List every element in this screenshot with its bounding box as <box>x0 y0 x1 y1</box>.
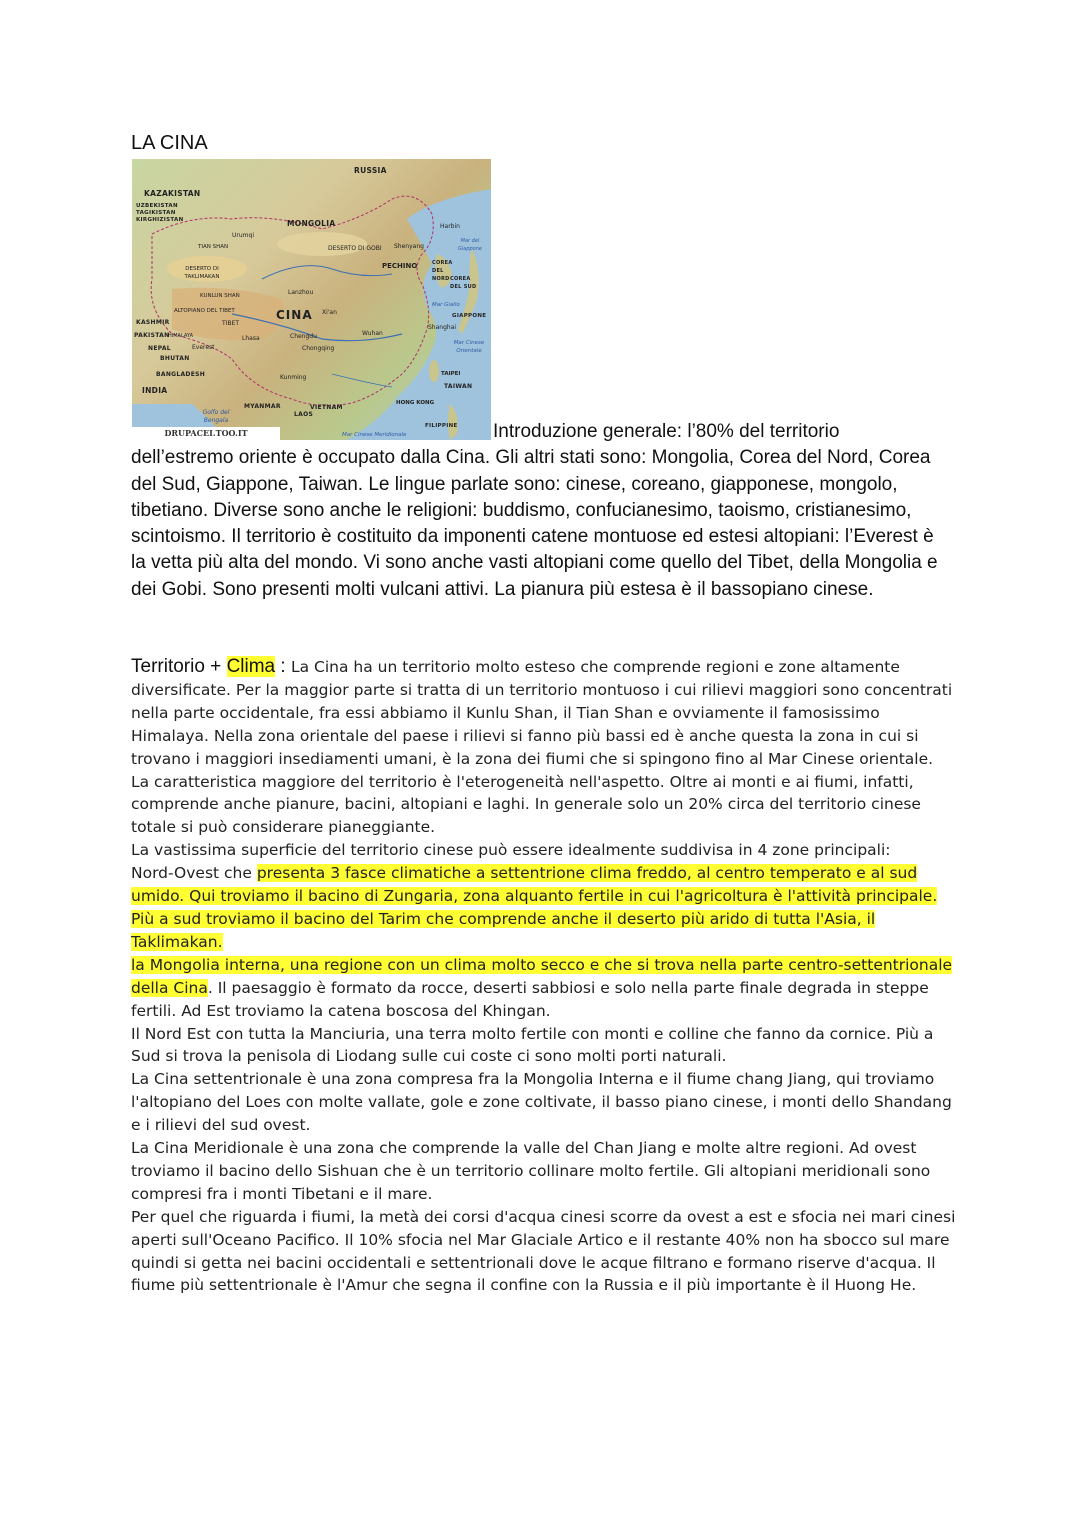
map-label-wuhan: Wuhan <box>362 330 383 337</box>
map-label-russia: RUSSIA <box>354 166 387 175</box>
map-label-altopiano-tibet: ALTOPIANO DEL TIBET <box>174 308 235 314</box>
paragraph-4-highlight: presenta 3 fasce climatiche a settentrione clima freddo, al centro temperato e al sud umido. Qui troviamo il bacino di Zungaria, zona alquanto fertile in cui l'agricoltura è l'attività principale. Più a sud troviamo il bacino del Tarim che comprende anche il deserto più arido di tutta l'Asia, il Taklimakan. <box>131 864 938 951</box>
map-label-bangladesh: BANGLADESH <box>156 371 206 378</box>
map-label-giappone: GIAPPONE <box>452 313 487 319</box>
map-label-taklimakan: DESERTO DI TAKLIMAKAN <box>184 266 220 280</box>
heading-separator: : <box>275 656 291 677</box>
map-label-mar-cinese-orientale: Mar Cinese Orientale <box>453 340 485 354</box>
map-label-pakistan: PAKISTAN <box>134 332 170 339</box>
map-label-golfo-bengala: Golfo del Bengala <box>202 409 230 424</box>
map-label-lhasa: Lhasa <box>242 335 260 342</box>
map-label-mar-giallo: Mar Giallo <box>432 302 460 308</box>
paragraph-4 <box>131 862 961 954</box>
map-label-chongqing: Chongqing <box>302 345 335 352</box>
map-label-pechino: PECHINO <box>382 262 418 270</box>
map-label-india: INDIA <box>142 386 168 395</box>
section-heading <box>131 656 291 677</box>
map-label-nepal: NEPAL <box>148 345 171 352</box>
map-credit: DRUPACEI.TOO.IT <box>132 427 280 440</box>
map-label-vietnam: VIETNAM <box>310 404 343 411</box>
territory-climate-section <box>131 656 961 1297</box>
map-label-tagikistan: TAGIKISTAN <box>136 210 176 216</box>
map-label-taipei: TAIPEI <box>441 371 461 377</box>
intro-lead: Introduzione generale: l’80% del territorio <box>493 421 840 442</box>
china-map-image <box>132 159 491 440</box>
paragraph-7: La Cina settentrionale è una zona compresa fra la Mongolia Interna e il fiume chang Jiang, qui troviamo l'altopiano del Loes con molte vallate, gole e zone coltivate, il basso piano cinese, i monti dello Shandang e i rilievi del sud ovest. <box>131 1070 952 1135</box>
map-label-tibet: TIBET <box>222 320 240 327</box>
map-label-filippine: FILIPPINE <box>425 423 458 429</box>
map-label-kashmir: KASHMIR <box>136 319 170 326</box>
heading-territorio: Territorio + <box>131 656 227 677</box>
paragraph-2: La caratteristica maggiore del territorio è l'eterogeneità nell'aspetto. Oltre ai monti e ai fiumi, infatti, comprende anche pianure, bacini, altopiani e laghi. In generale solo un 20% circa del territorio cinese totale si può considerare pianeggiante. <box>131 772 921 837</box>
map-label-xian: Xi'an <box>322 309 337 316</box>
map-label-mar-cinese-meridionale: Mar Cinese Meridionale <box>342 432 407 438</box>
map-label-gobi: DESERTO DI GOBI <box>328 245 382 252</box>
map-label-kazakistan: KAZAKISTAN <box>144 189 201 198</box>
map-label-kunming: Kunming <box>280 374 307 381</box>
heading-clima-highlight: Clima <box>226 656 276 677</box>
map-label-tian-shan: TIAN SHAN <box>198 244 229 250</box>
map-label-uzbekistan: UZBEKISTAN <box>136 203 178 209</box>
map-label-laos: LAOS <box>294 411 314 418</box>
paragraph-8: La Cina Meridionale è una zona che comprende la valle del Chan Jiang e molte altre regioni. Ad ovest troviamo il bacino dello Sishuan che è un territorio collinare molto fertile. Gli altopiani meridionali sono compresi fra i monti Tibetani e il mare. <box>131 1139 931 1203</box>
map-label-taiwan: TAIWAN <box>444 383 473 390</box>
paragraph-4-start: Nord-Ovest che <box>131 864 257 883</box>
paragraph-9: Per quel che riguarda i fiumi, la metà dei corsi d'acqua cinesi scorre da ovest a est e sfocia nei mari cinesi aperti sull'Oceano Pacifico. Il 10% sfocia nel Mar Glaciale Artico e il restante 40% non ha sbocco sul mare quindi si getta nei bacini occidentali e settentrionali dove le acque filtrano e formano riserve d'acqua. Il fiume più settentrionale è l'Amur che segna il confine con la Russia e il più importante è il Huong He. <box>131 1207 956 1295</box>
map-label-shenyang: Shenyang <box>394 243 424 250</box>
page-title: LA CINA <box>131 132 208 154</box>
intro-text: dell’estremo oriente è occupato dalla Cina. Gli altri stati sono: Mongolia, Corea del Nord, Corea del Sud, Giappone, Taiwan. Le lingue parlate sono: cinese, coreano, giapponese, mongolo, tibetiano. Diverse sono anche le religioni: buddismo, confucianesimo, taoismo, cristianesimo, scintoismo. Il territorio è costituito da imponenti catene montuose ed estesi altopiani: l’Everest è la vetta più alta del mondo. Vi sono anche vasti altopiani come quello del Tibet, della Mongolia e dei Gobi. Sono presenti molti vulcani attivi. La pianura più estesa è il bassopiano cinese. <box>131 447 938 600</box>
map-label-kirghizistan: KIRGHIZISTAN <box>136 217 184 223</box>
map-label-hong-kong: HONG KONG <box>396 400 435 406</box>
map-label-mongolia: MONGOLIA <box>287 219 336 228</box>
paragraph-5-highlight: la Mongolia interna, una regione con un clima molto secco e che si trova nella parte centro-settentrionale della Cina <box>131 955 953 997</box>
map-label-kunlun: KUNLUN SHAN <box>200 293 240 299</box>
map-label-bhutan: BHUTAN <box>160 355 190 362</box>
map-label-shanghai: Shanghai <box>428 324 457 331</box>
map-label-urumqi: Urumqi <box>232 232 254 239</box>
intro-paragraph <box>131 419 946 603</box>
paragraph-5 <box>131 954 961 1023</box>
map-label-myanmar: MYANMAR <box>244 403 281 410</box>
map-label-himalaya: HIMALAYA <box>168 333 193 339</box>
paragraph-6: Il Nord Est con tutta la Manciuria, una terra molto fertile con monti e colline che fanno da cornice. Più a Sud si trova la penisola di Liodang sulle cui coste ci sono molti porti naturali. <box>131 1024 934 1066</box>
map-label-corea-sud: COREA DEL SUD <box>450 276 477 290</box>
map-drawing <box>132 159 491 440</box>
map-label-mar-giappone: Mar del Giappone <box>458 238 482 252</box>
map-label-everest: Everest <box>192 344 215 351</box>
map-label-chengdu: Chengdu <box>290 333 317 340</box>
map-label-harbin: Harbin <box>440 223 460 230</box>
paragraph-1: La Cina ha un territorio molto esteso che comprende regioni e zone altamente diversificate. Per la maggior parte si tratta di un territorio montuoso i cui rilievi maggiori sono concentrati nella parte occidentale, fra essi abbiamo il Kunlu Shan, il Tian Shan e ovviamente il famosissimo Himalaya. Nella zona orientale del paese i rilievi si fanno più bassi ed è anche questa la zona in cui si trovano i maggiori insediamenti umani, è la zona dei fiumi che si spingono fino al Mar Cinese orientale. <box>131 658 953 768</box>
paragraph-5-rest: . Il paesaggio è formato da rocce, deserti sabbiosi e solo nella parte finale degrada in steppe fertili. Ad Est troviamo la catena boscosa del Khingan. <box>131 978 929 1020</box>
paragraph-3: La vastissima superficie del territorio cinese può essere idealmente suddivisa in 4 zone principali: <box>131 841 891 860</box>
map-label-lanzhou: Lanzhou <box>288 289 314 296</box>
section-first-paragraph <box>131 656 961 771</box>
map-label-corea-nord: COREA DEL NORD <box>432 260 453 282</box>
map-label-cina: CINA <box>276 308 313 322</box>
